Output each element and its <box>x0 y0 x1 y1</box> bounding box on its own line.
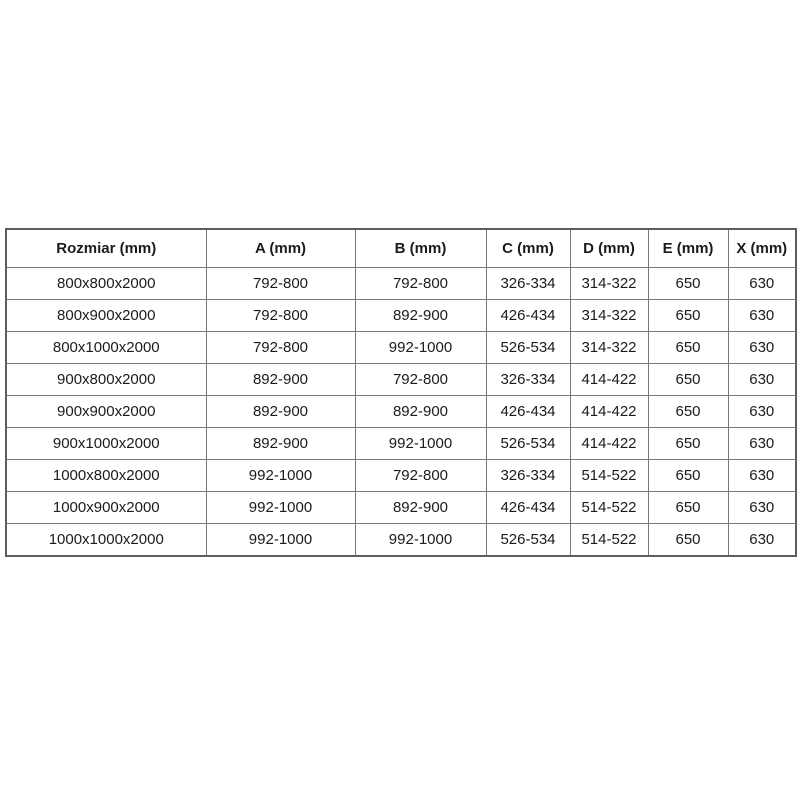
column-header-a: A (mm) <box>206 229 355 268</box>
table-cell: 992-1000 <box>355 524 486 557</box>
table-cell: 900x900x2000 <box>6 396 206 428</box>
table-cell: 892-900 <box>355 492 486 524</box>
table-cell: 630 <box>728 524 796 557</box>
table-cell: 992-1000 <box>206 492 355 524</box>
table-cell: 326-334 <box>486 460 570 492</box>
table-cell: 426-434 <box>486 492 570 524</box>
table-cell: 526-534 <box>486 332 570 364</box>
table-cell: 792-800 <box>355 460 486 492</box>
table-cell: 892-900 <box>206 396 355 428</box>
table-cell: 650 <box>648 268 728 300</box>
table-row <box>6 396 796 428</box>
table-cell: 650 <box>648 396 728 428</box>
table-cell: 892-900 <box>355 396 486 428</box>
table-cell: 414-422 <box>570 428 648 460</box>
column-header-rozmiar: Rozmiar (mm) <box>6 229 206 268</box>
table-cell: 630 <box>728 268 796 300</box>
table-cell: 514-522 <box>570 524 648 557</box>
size-table-section <box>5 228 797 557</box>
table-cell: 514-522 <box>570 492 648 524</box>
table-cell: 650 <box>648 492 728 524</box>
table-cell: 630 <box>728 364 796 396</box>
table-cell: 1000x800x2000 <box>6 460 206 492</box>
table-cell: 630 <box>728 300 796 332</box>
column-header-d: D (mm) <box>570 229 648 268</box>
table-cell: 326-334 <box>486 364 570 396</box>
table-cell: 650 <box>648 460 728 492</box>
table-row <box>6 332 796 364</box>
table-cell: 630 <box>728 332 796 364</box>
table-cell: 1000x900x2000 <box>6 492 206 524</box>
table-cell: 792-800 <box>355 364 486 396</box>
column-header-e: E (mm) <box>648 229 728 268</box>
table-cell: 650 <box>648 364 728 396</box>
table-cell: 792-800 <box>206 300 355 332</box>
table-cell: 900x1000x2000 <box>6 428 206 460</box>
table-cell: 792-800 <box>206 332 355 364</box>
table-row <box>6 300 796 332</box>
table-cell: 326-334 <box>486 268 570 300</box>
table-header-row <box>6 229 796 268</box>
table-cell: 792-800 <box>355 268 486 300</box>
table-cell: 650 <box>648 300 728 332</box>
table-row <box>6 268 796 300</box>
table-cell: 314-322 <box>570 268 648 300</box>
table-row <box>6 492 796 524</box>
table-cell: 800x900x2000 <box>6 300 206 332</box>
table-cell: 426-434 <box>486 396 570 428</box>
table-cell: 1000x1000x2000 <box>6 524 206 557</box>
table-cell: 900x800x2000 <box>6 364 206 396</box>
table-cell: 630 <box>728 428 796 460</box>
table-cell: 630 <box>728 492 796 524</box>
table-cell: 992-1000 <box>355 428 486 460</box>
table-cell: 892-900 <box>206 428 355 460</box>
column-header-b: B (mm) <box>355 229 486 268</box>
table-cell: 314-322 <box>570 300 648 332</box>
dimensions-table <box>5 228 797 557</box>
table-cell: 414-422 <box>570 396 648 428</box>
table-cell: 526-534 <box>486 524 570 557</box>
column-header-c: C (mm) <box>486 229 570 268</box>
table-cell: 992-1000 <box>206 460 355 492</box>
table-row <box>6 428 796 460</box>
table-cell: 792-800 <box>206 268 355 300</box>
table-cell: 992-1000 <box>355 332 486 364</box>
table-cell: 526-534 <box>486 428 570 460</box>
table-cell: 892-900 <box>355 300 486 332</box>
table-cell: 992-1000 <box>206 524 355 557</box>
table-cell: 650 <box>648 332 728 364</box>
table-cell: 800x800x2000 <box>6 268 206 300</box>
table-row <box>6 460 796 492</box>
table-cell: 514-522 <box>570 460 648 492</box>
table-cell: 650 <box>648 428 728 460</box>
column-header-x: X (mm) <box>728 229 796 268</box>
table-cell: 800x1000x2000 <box>6 332 206 364</box>
table-cell: 314-322 <box>570 332 648 364</box>
table-cell: 414-422 <box>570 364 648 396</box>
table-cell: 630 <box>728 396 796 428</box>
table-row <box>6 364 796 396</box>
table-cell: 426-434 <box>486 300 570 332</box>
table-cell: 630 <box>728 460 796 492</box>
table-cell: 650 <box>648 524 728 557</box>
table-cell: 892-900 <box>206 364 355 396</box>
table-row <box>6 524 796 557</box>
